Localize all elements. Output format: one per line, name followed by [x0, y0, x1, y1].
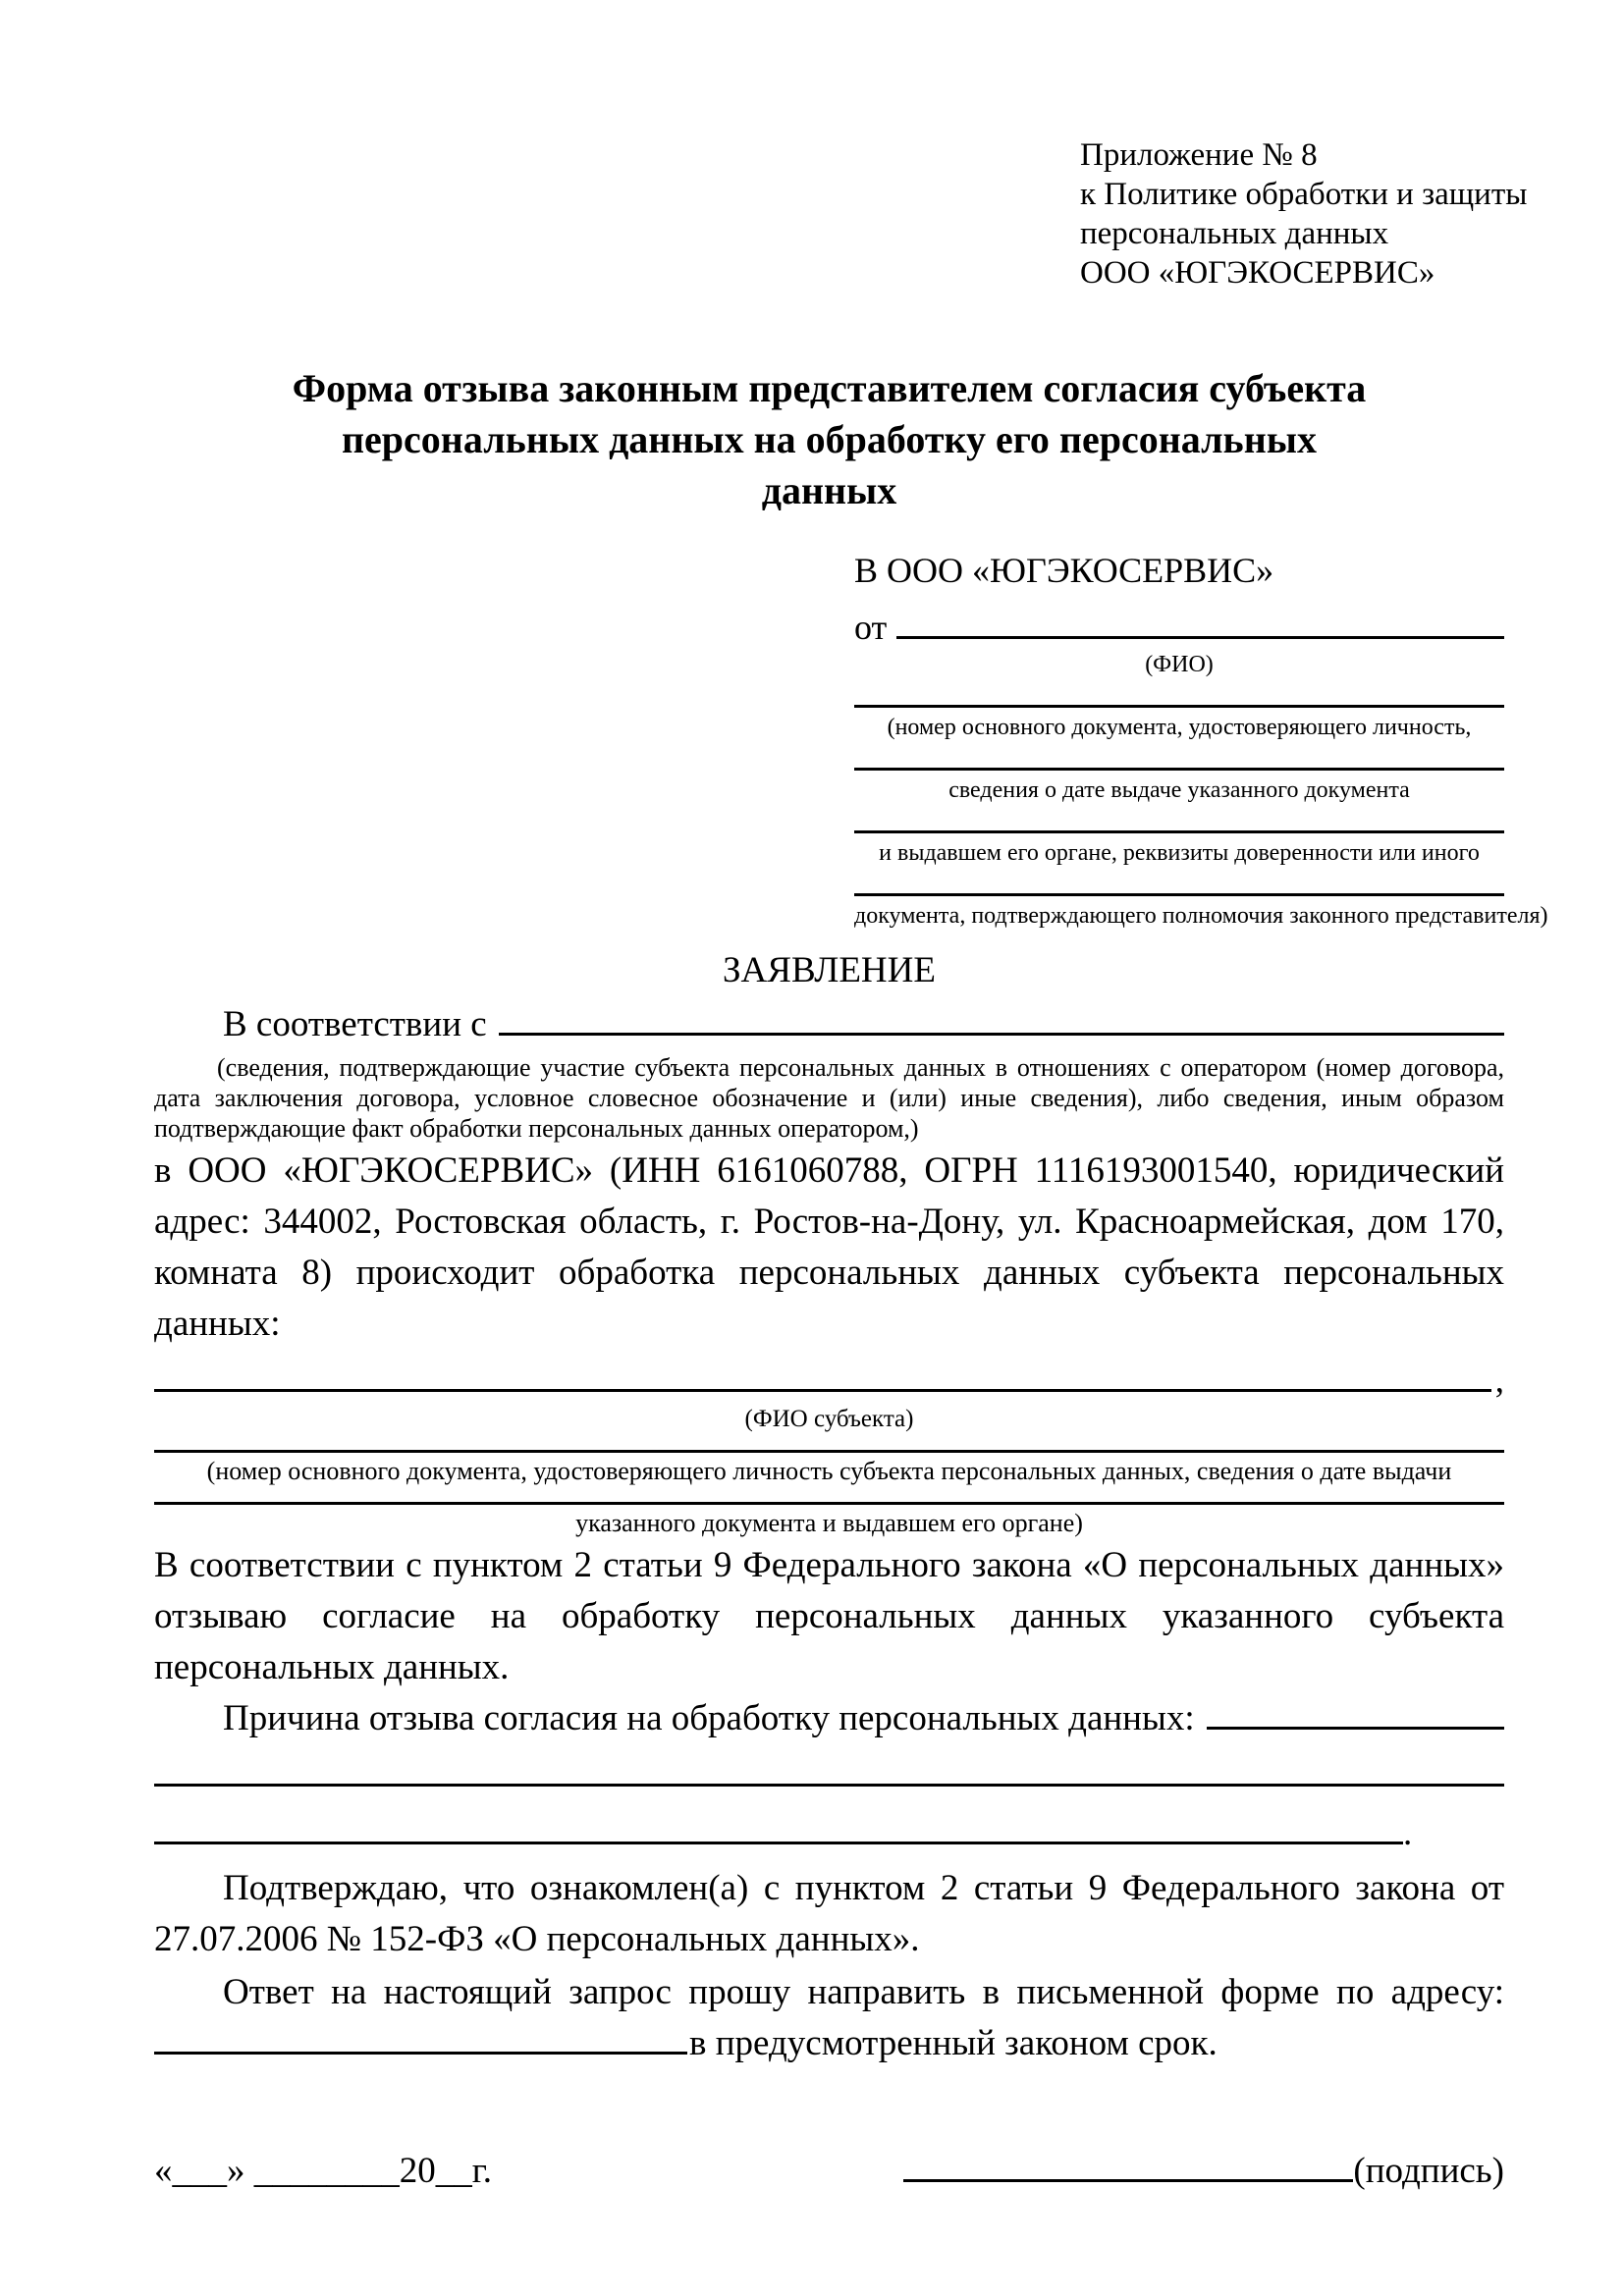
blank-line	[854, 705, 1504, 708]
representative-doc-field-4	[854, 893, 1548, 931]
addressee-to: В ООО «ЮГЭКОСЕРВИС»	[854, 551, 1274, 590]
reason-blank-line-3	[154, 1812, 1504, 1855]
reply-paragraph: Ответ на настоящий запрос прошу направить в письменной форме по адресу:	[223, 1972, 1504, 2012]
subject-doc-field-2	[154, 1502, 1504, 1538]
subject-fio-field	[154, 1360, 1504, 1403]
reason-field	[154, 1693, 1504, 1744]
from-label: от	[854, 608, 888, 647]
subject-doc-caption-1: (номер основного документа, удостоверяющего личность субъекта персональных данных, сведения о дате выдачи	[206, 1457, 1452, 1485]
statement-heading: ЗАЯВЛЕНИЕ	[723, 950, 936, 990]
subject-doc-field-1	[154, 1450, 1504, 1486]
blank-line	[854, 830, 1504, 833]
appendix-note-line-3: персональных данных	[1080, 216, 1389, 251]
accordance-field	[154, 999, 1504, 1050]
signature-blank-line	[903, 2179, 1353, 2182]
signature-caption: (подпись)	[1353, 2151, 1504, 2191]
representative-doc-field-2	[854, 768, 1504, 805]
reply-address-field	[154, 2018, 1504, 2069]
appendix-note-line-2: к Политике обработки и защиты	[1080, 177, 1528, 212]
reply-blank-line	[154, 2052, 687, 2055]
signature-field	[903, 2148, 1504, 2195]
blank-line	[154, 1842, 1403, 1844]
doc-caption-1: (номер основного документа, удостоверяющего личность,	[887, 715, 1472, 740]
subject-fio-caption: (ФИО субъекта)	[744, 1406, 914, 1432]
blank-line	[854, 893, 1504, 896]
blank-line	[154, 1450, 1504, 1453]
reason-blank-line	[1207, 1727, 1504, 1730]
operator-paragraph: в ООО «ЮГЭКОСЕРВИС» (ИНН 6161060788, ОГРН 1116193001540, юридический адрес: 344002, Ростовская область, г. Ростов-на-Дону, ул. Красноармейская, дом 170, комната 8) происходит обработка персональных данных субъекта персональных данных:	[154, 1150, 1504, 1344]
from-blank-line	[896, 636, 1504, 639]
document-title: Форма отзыва законным представителем согласия субъекта персональных данных на обработку его персональных данных	[292, 366, 1367, 512]
subject-fio-blank-line	[154, 1389, 1491, 1392]
fio-caption: (ФИО)	[1145, 652, 1214, 677]
reason-line-period: .	[1403, 1813, 1413, 1853]
subject-doc-caption-2: указанного документа и выдавшем его органе)	[575, 1509, 1083, 1537]
withdrawal-paragraph: В соответствии с пунктом 2 статьи 9 Федерального закона «О персональных данных» отзываю согласие на обработку персональных данных указанного субъекта персональных данных.	[154, 1545, 1504, 1687]
appendix-note-line-4: ООО «ЮГЭКОСЕРВИС»	[1080, 255, 1435, 291]
appendix-note	[1080, 135, 1528, 293]
representative-doc-field-3	[854, 830, 1504, 868]
doc-caption-4: документа, подтверждающего полномочия законного представителя)	[854, 903, 1548, 929]
blank-line	[154, 1502, 1504, 1505]
blank-line	[854, 768, 1504, 771]
addressee-block	[854, 548, 1548, 931]
doc-caption-2: сведения о дате выдаче указанного документа	[948, 777, 1410, 803]
reason-prefix: Причина отзыва согласия на обработку персональных данных:	[223, 1698, 1195, 1738]
accordance-blank-line	[499, 1033, 1504, 1036]
appendix-note-line-1: Приложение № 8	[1080, 137, 1318, 173]
basis-caption: (сведения, подтверждающие участие субъекта персональных данных в отношениях с оператором (номер договора, дата заключения договора, условное словесное обозначение и (или) иные сведения), либо сведения, иным образом подтверждающие факт обработки персональных данных оператором,)	[154, 1053, 1504, 1143]
reason-blank-line-2	[154, 1784, 1504, 1787]
subject-fio-line-comma: ,	[1494, 1361, 1504, 1401]
date-line: «___» ________20__г.	[154, 2151, 493, 2191]
doc-caption-3: и выдавшем его органе, реквизиты доверенности или иного	[879, 840, 1480, 866]
reply-suffix: в предусмотренный законом срок.	[689, 2023, 1218, 2063]
from-field	[854, 605, 1504, 650]
representative-doc-field-1	[854, 705, 1504, 742]
confirm-paragraph: Подтверждаю, что ознакомлен(а) с пунктом 2 статьи 9 Федерального закона от 27.07.2006 № 152-ФЗ «О персональных данных».	[154, 1868, 1504, 1959]
accordance-prefix: В соответствии с	[223, 1004, 487, 1044]
signature-block	[154, 2148, 1504, 2195]
